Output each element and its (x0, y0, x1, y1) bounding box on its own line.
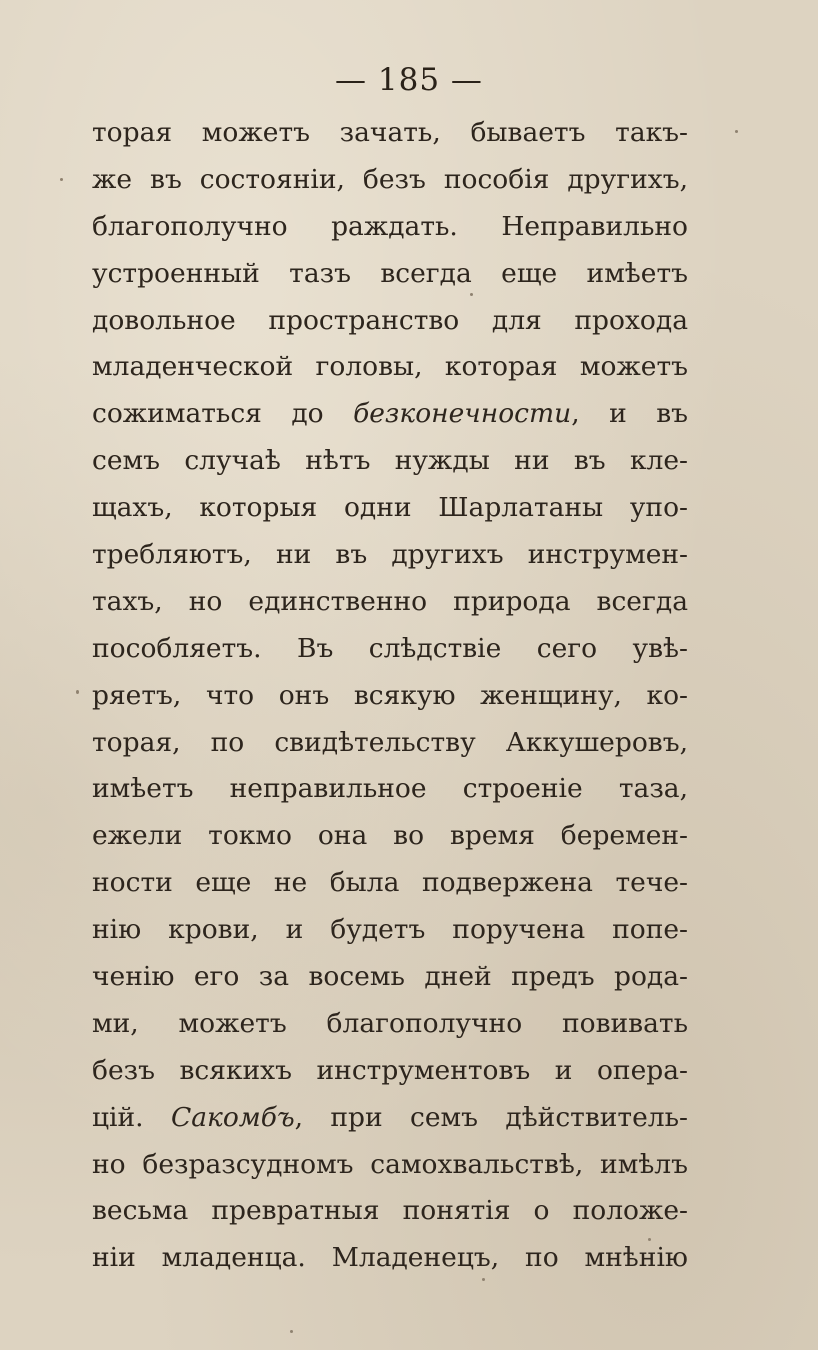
text-line-24: весьма превратныя понятія о положе- (92, 1195, 688, 1227)
text-line-11: тахъ, но единственно природа всегда (92, 585, 688, 617)
text-line-21: безъ всякихъ инструментовъ и опера- (92, 1054, 688, 1086)
text-line-25: ніи младенца. Младенецъ, по мнѣнію (92, 1242, 688, 1274)
text-line-10: требляютъ, ни въ другихъ инструмен- (92, 539, 688, 571)
paper-speck (735, 130, 738, 133)
text-line-16: ежели токмо она во время беремен- (92, 820, 688, 852)
text-line-6: младенческой головы, которая можетъ (92, 351, 688, 383)
text-line-15: имѣетъ неправильное строеніе таза, (92, 773, 688, 805)
paper-speck (482, 1278, 485, 1281)
text-line-7 (92, 391, 688, 438)
line-7-end: , и въ (571, 398, 688, 430)
line-22-end: , при семъ дѣйствитель- (294, 1101, 688, 1133)
line-22-start: цій. (92, 1101, 171, 1133)
text-line-19: ченію его за восемь дней предъ рода- (92, 961, 688, 993)
text-line-12: пособляетъ. Въ слѣдствіе сего увѣ- (92, 632, 688, 664)
text-line-13: ряетъ, что онъ всякую женщину, ко- (92, 679, 688, 711)
text-line-17: ности еще не была подвержена тече- (92, 867, 688, 899)
text-line-2: же въ состояніи, безъ пособія другихъ, (92, 163, 688, 195)
text-line-18: нію крови, и будетъ поручена попе- (92, 914, 688, 946)
paper-speck (60, 178, 63, 181)
text-line-8: семъ случаѣ нѣтъ нужды ни въ кле- (92, 445, 688, 477)
text-line-3: благополучно раждать. Неправильно (92, 210, 688, 242)
text-line-1: торая можетъ зачать, бываетъ такъ- (92, 117, 688, 148)
body-text (92, 110, 688, 1282)
line-7-start: сожиматься до (92, 398, 354, 430)
text-line-23: но безразсудномъ самохвальствѣ, имѣлъ (92, 1148, 688, 1180)
text-line-4: устроенный тазъ всегда еще имѣетъ (92, 257, 688, 289)
text-line-22 (92, 1095, 688, 1142)
text-line-5: довольное пространство для прохода (92, 304, 688, 336)
paper-speck (290, 1330, 293, 1333)
text-line-20: ми, можетъ благополучно повивать (92, 1007, 688, 1039)
paper-speck (76, 690, 79, 694)
text-line-9: щахъ, которыя одни Шарлатаны упо- (92, 492, 688, 524)
text-line-14: торая, по свидѣтельству Аккушеровъ, (92, 726, 688, 758)
italic-term-bezkonechnosti: безконечности (353, 398, 572, 430)
page-number: — 185 — (335, 62, 483, 98)
paper-speck (648, 1238, 651, 1241)
paper-speck (470, 293, 473, 296)
italic-name-sakomb: Сакомбъ (170, 1101, 295, 1133)
